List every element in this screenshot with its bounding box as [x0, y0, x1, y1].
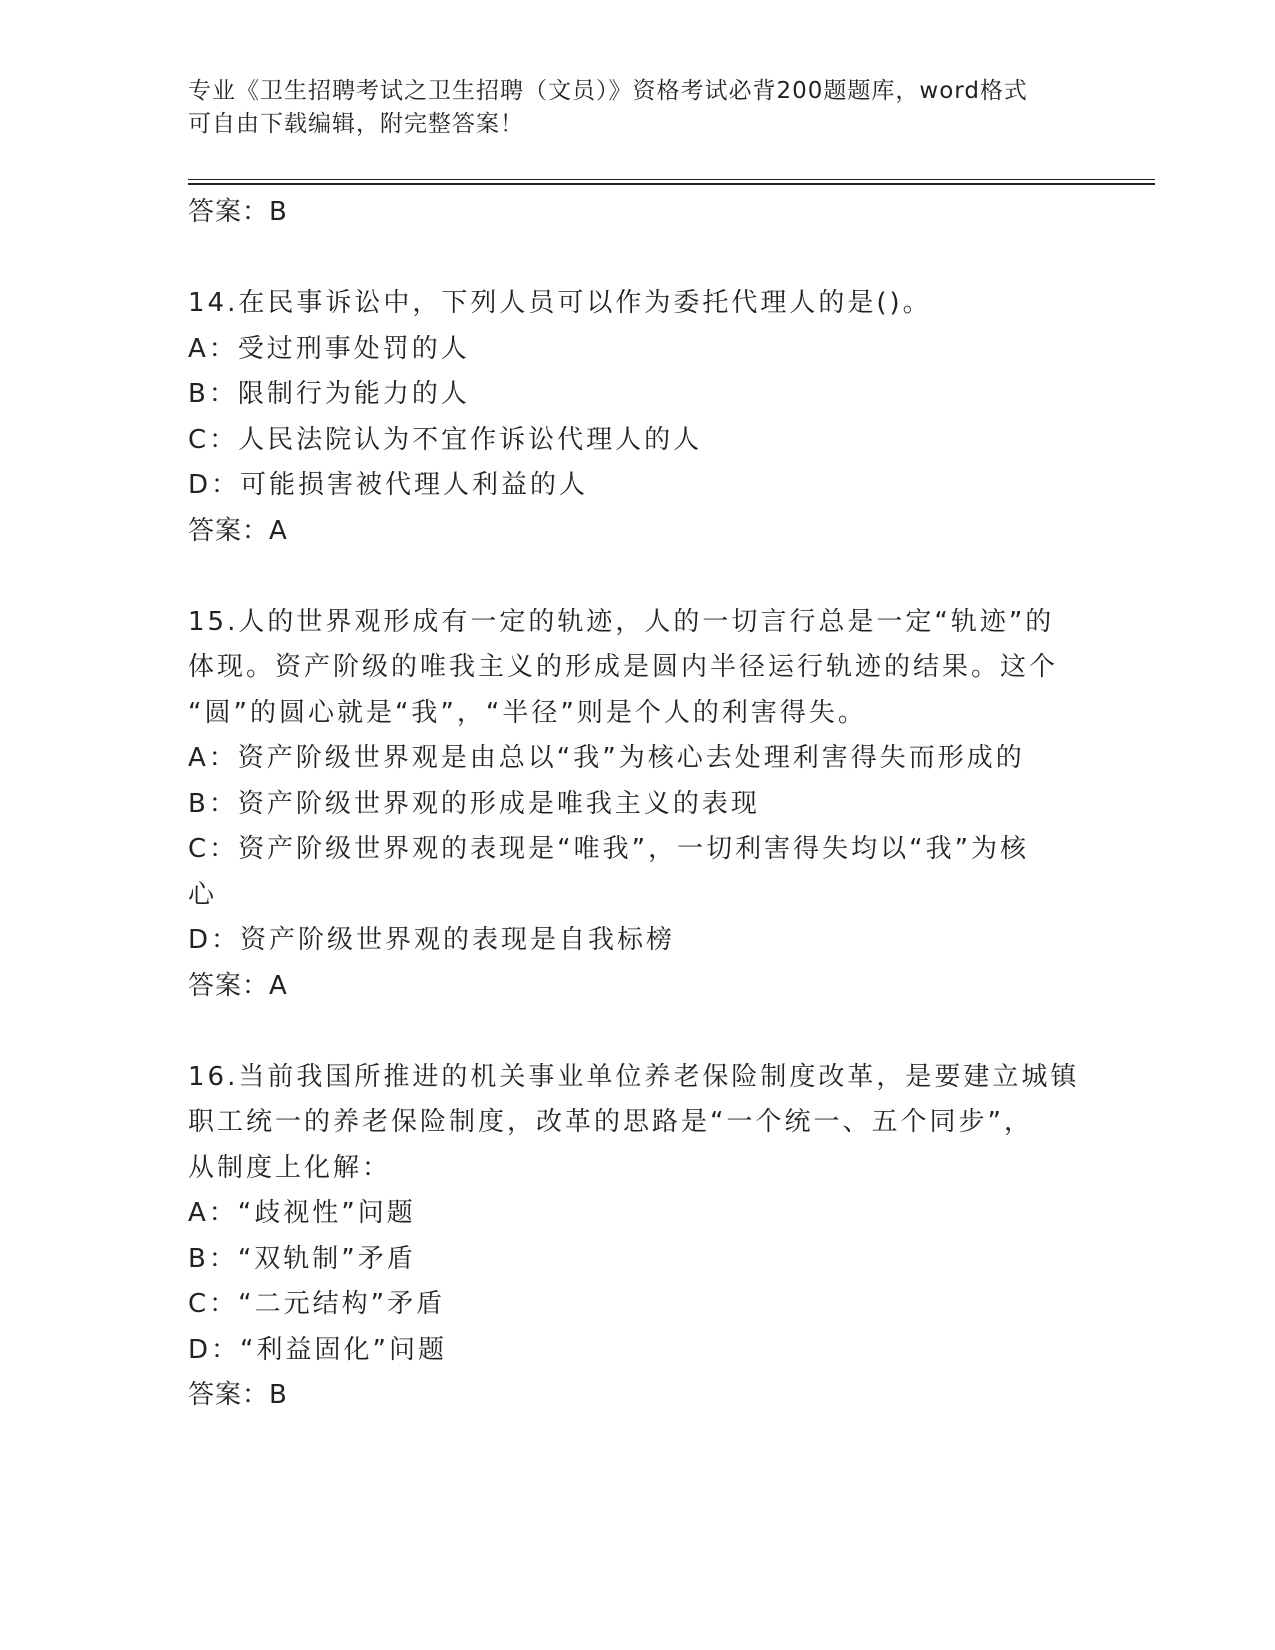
option-b: B：限制行为能力的人	[188, 379, 470, 409]
header-line-1: 专业《卫生招聘考试之卫生招聘（文员）》资格考试必背200题题库，word格式	[188, 78, 1028, 104]
question-stem: “圆”的圆心就是“我”，“半径”则是个人的利害得失。	[188, 697, 867, 728]
question-16	[188, 1055, 1088, 1419]
question-14	[188, 281, 1088, 554]
question-stem: 职工统一的养老保险制度，改革的思路是“一个统一、五个同步”，	[188, 1107, 1033, 1137]
question-stem: 从制度上化解：	[188, 1152, 392, 1183]
option-a: A：“歧视性”问题	[188, 1198, 416, 1228]
document-header	[188, 75, 1068, 141]
question-stem: 15.人的世界观形成有一定的轨迹，人的一切言行总是一定“轨迹”的	[188, 606, 1055, 637]
option-c-continued: 心	[188, 879, 218, 910]
answer: 答案：A	[188, 515, 288, 546]
option-c: C：资产阶级世界观的表现是“唯我”，一切利害得失均以“我”为核	[188, 834, 1030, 864]
answer: 答案：A	[188, 970, 288, 1001]
question-stem: 体现。资产阶级的唯我主义的形成是圆内半径运行轨迹的结果。这个	[188, 652, 1059, 682]
option-d: D：资产阶级世界观的表现是自我标榜	[188, 925, 676, 955]
question-list	[188, 190, 1088, 1419]
option-a: A：受过刑事处罚的人	[188, 333, 470, 364]
option-c: C：人民法院认为不宜作诉讼代理人的人	[188, 424, 703, 455]
option-b: B：资产阶级世界观的形成是唯我主义的表现	[188, 788, 760, 819]
header-line-2: 可自由下载编辑，附完整答案！	[188, 111, 524, 137]
question-15	[188, 600, 1088, 1010]
option-a: A：资产阶级世界观是由总以“我”为核心去处理利害得失而形成的	[188, 743, 1025, 773]
option-d: D：可能损害被代理人利益的人	[188, 470, 589, 500]
question-stem: 14.在民事诉讼中，下列人员可以作为委托代理人的是()。	[188, 288, 932, 318]
option-b: B：“双轨制”矛盾	[188, 1243, 416, 1274]
question-stem: 16.当前我国所推进的机关事业单位养老保险制度改革，是要建立城镇	[188, 1061, 1080, 1092]
header-divider-thin	[188, 179, 1155, 180]
option-c: C：“二元结构”矛盾	[188, 1289, 446, 1319]
header-divider-thick	[188, 183, 1155, 185]
previous-answer: 答案：B	[188, 197, 288, 227]
answer: 答案：B	[188, 1380, 288, 1410]
option-d: D：“利益固化”问题	[188, 1334, 447, 1365]
